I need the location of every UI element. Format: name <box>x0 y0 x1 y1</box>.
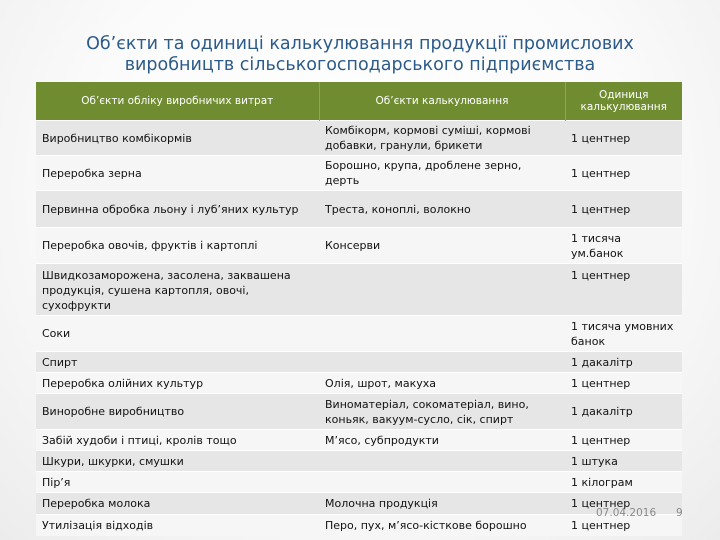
cell-calculation-object: Перо, пух, м’ясо-кісткове борошно <box>319 515 565 536</box>
cell-cost-object: Спирт <box>36 352 319 373</box>
cell-calculation-object: Олія, шрот, макуха <box>319 373 565 394</box>
cell-cost-object: Соки <box>36 316 319 352</box>
cell-cost-object: Переробка зерна <box>36 156 319 191</box>
table-row <box>36 264 682 316</box>
cell-calculation-unit: 1 штука <box>565 451 682 472</box>
table-row <box>36 373 682 394</box>
cell-cost-object: Первинна обробка льону і луб’яних культур <box>36 191 319 228</box>
cell-calculation-unit: 1 дакалітр <box>565 352 682 373</box>
header-calculation-objects: Об’єкти калькулювання <box>319 82 565 121</box>
table-row <box>36 121 682 156</box>
cell-calculation-object: Борошно, крупа, дроблене зерно, дерть <box>319 156 565 191</box>
cell-cost-object: Переробка овочів, фруктів і картоплі <box>36 228 319 264</box>
cell-calculation-object <box>319 472 565 493</box>
cell-cost-object: Виробництво комбікормів <box>36 121 319 156</box>
table-row <box>36 472 682 493</box>
cell-cost-object: Пір’я <box>36 472 319 493</box>
cell-calculation-unit: 1 дакалітр <box>565 394 682 430</box>
cell-calculation-object: Треста, коноплі, волокно <box>319 191 565 228</box>
table-header-row <box>36 82 682 121</box>
cell-calculation-object: Комбікорм, кормові суміші, кормові добавки, гранули, брикети <box>319 121 565 156</box>
slide-date: 07.04.2016 <box>596 507 657 519</box>
header-cost-objects: Об’єкти обліку виробничих витрат <box>36 82 319 121</box>
cell-calculation-unit: 1 центнер <box>565 515 682 536</box>
cell-calculation-object <box>319 451 565 472</box>
cell-calculation-unit: 1 кілограм <box>565 472 682 493</box>
cell-calculation-unit: 1 центнер <box>565 121 682 156</box>
cell-calculation-unit: 1 тисяча умовних банок <box>565 316 682 352</box>
cell-calculation-object: Консерви <box>319 228 565 264</box>
cell-calculation-object: М’ясо, субпродукти <box>319 430 565 451</box>
cell-calculation-object <box>319 316 565 352</box>
slide-title-line-2: виробництв сільськогосподарського підприємства <box>124 55 596 75</box>
cell-cost-object: Швидкозаморожена, засолена, заквашена продукція, сушена картопля, овочі, сухофрукти <box>36 264 319 316</box>
table-row <box>36 191 682 228</box>
cell-calculation-unit: 1 центнер <box>565 156 682 191</box>
cell-calculation-unit: 1 центнер <box>565 430 682 451</box>
cell-calculation-object <box>319 264 565 316</box>
table-row <box>36 515 682 536</box>
cell-calculation-object <box>319 352 565 373</box>
table-row <box>36 316 682 352</box>
slide-title <box>40 34 680 76</box>
table-row <box>36 430 682 451</box>
table-row <box>36 352 682 373</box>
table-row <box>36 228 682 264</box>
cell-cost-object: Утилізація відходів <box>36 515 319 536</box>
cell-cost-object: Шкури, шкурки, смушки <box>36 451 319 472</box>
table-row <box>36 156 682 191</box>
table-row <box>36 394 682 430</box>
cell-calculation-object: Виноматеріал, сокоматеріал, вино, коньяк, вакуум-сусло, сік, спирт <box>319 394 565 430</box>
cell-calculation-unit: 1 тисяча ум.банок <box>565 228 682 264</box>
calculation-table <box>36 82 682 536</box>
cell-calculation-object: Молочна продукція <box>319 493 565 515</box>
cell-calculation-unit: 1 центнер <box>565 373 682 394</box>
cell-cost-object: Забій худоби і птиці, кролів тощо <box>36 430 319 451</box>
cell-cost-object: Переробка олійних культур <box>36 373 319 394</box>
cell-cost-object: Переробка молока <box>36 493 319 515</box>
cell-calculation-unit: 1 центнер <box>565 493 682 515</box>
slide-page-number: 9 <box>676 507 683 519</box>
table-row <box>36 451 682 472</box>
header-calculation-unit: Одиниця калькулювання <box>565 82 682 121</box>
cell-calculation-unit: 1 центнер <box>565 264 682 316</box>
cell-cost-object: Виноробне виробництво <box>36 394 319 430</box>
slide-title-line-1: Об’єкти та одиниці калькулювання продукції промислових <box>86 34 634 54</box>
table-row <box>36 493 682 515</box>
cell-calculation-unit: 1 центнер <box>565 191 682 228</box>
